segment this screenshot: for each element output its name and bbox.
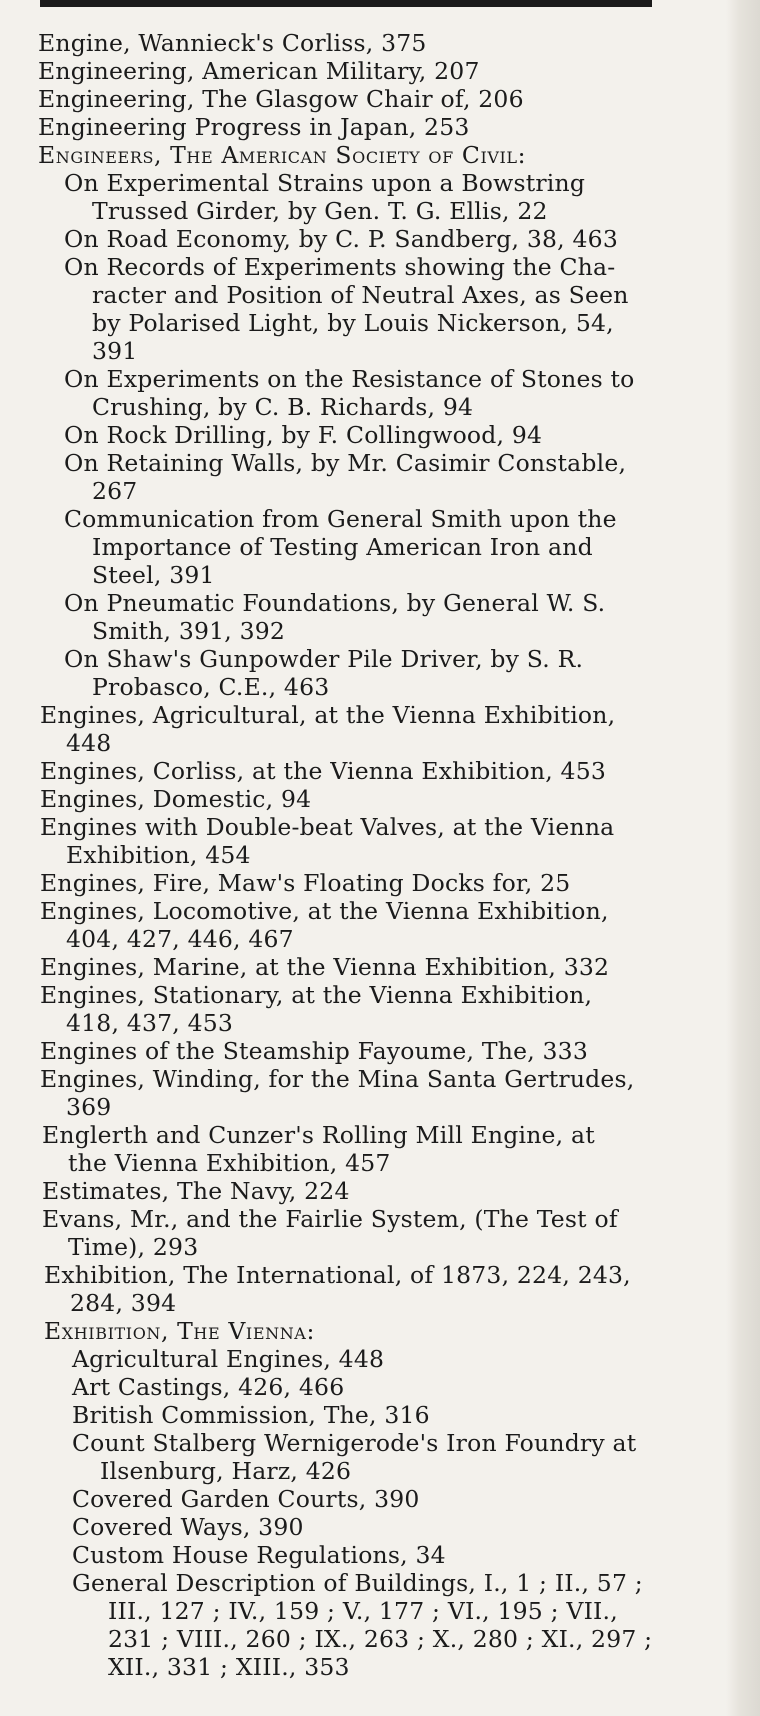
index-line: Probasco, C.E., 463 [92,673,330,701]
index-line: Engines, Fire, Maw's Floating Docks for, 25 [40,869,571,897]
index-line: On Experiments on the Resistance of Stones to [64,365,635,393]
index-line: Count Stalberg Wernigerode's Iron Foundry at [72,1429,637,1457]
index-line: Engines, Domestic, 94 [40,785,312,813]
index-line: Engineering, The Glasgow Chair of, 206 [38,85,524,113]
index-line: On Retaining Walls, by Mr. Casimir Constable, [64,449,627,477]
index-line: Covered Garden Courts, 390 [72,1485,420,1513]
index-line: Engine, Wannieck's Corliss, 375 [38,29,427,57]
index-line: Engines, Stationary, at the Vienna Exhibition, [40,981,593,1009]
index-line: Agricultural Engines, 448 [72,1345,385,1373]
index-line: 418, 437, 453 [66,1009,234,1037]
index-line: On Rock Drilling, by F. Collingwood, 94 [64,421,543,449]
index-line: On Road Economy, by C. P. Sandberg, 38, 463 [64,225,618,253]
index-line: On Records of Experiments showing the Cha- [64,253,616,281]
index-line: Communication from General Smith upon the [64,505,617,533]
index-heading: Engineers, The American Society of Civil: [38,141,527,169]
index-line: Steel, 391 [92,561,215,589]
index-line: Ilsenburg, Harz, 426 [100,1457,352,1485]
index-line: 448 [66,729,112,757]
index-line: British Commission, The, 316 [72,1401,430,1429]
index-line: On Pneumatic Foundations, by General W. S. [64,589,606,617]
index-line: Trussed Girder, by Gen. T. G. Ellis, 22 [92,197,548,225]
index-line: Engineering Progress in Japan, 253 [38,113,470,141]
index-line: Engines, Marine, at the Vienna Exhibition, 332 [40,953,610,981]
index-line: On Shaw's Gunpowder Pile Driver, by S. R. [64,645,584,673]
index-line: Engines of the Steamship Fayoume, The, 333 [40,1037,588,1065]
index-line: Time), 293 [68,1233,199,1261]
index-line: 369 [66,1093,112,1121]
index-line: 391 [92,337,138,365]
index-line: Evans, Mr., and the Fairlie System, (The Test of [42,1205,618,1233]
index-line: Engineering, American Military, 207 [38,57,480,85]
index-line: III., 127 ; IV., 159 ; V., 177 ; VI., 195 ; VII., [108,1597,618,1625]
index-line: Smith, 391, 392 [92,617,286,645]
index-line: Art Castings, 426, 466 [72,1373,345,1401]
index-heading: Exhibition, The Vienna: [44,1317,315,1345]
index-line: Exhibition, 454 [66,841,251,869]
index-line: Engines, Winding, for the Mina Santa Gertrudes, [40,1065,635,1093]
index-line: 267 [92,477,138,505]
index-line: Estimates, The Navy, 224 [42,1177,350,1205]
index-line: Engines, Locomotive, at the Vienna Exhibition, [40,897,609,925]
index-column [0,29,720,1681]
index-line: XII., 331 ; XIII., 353 [108,1653,350,1681]
index-line: by Polarised Light, by Louis Nickerson, 54, [92,309,614,337]
index-line: Custom House Regulations, 34 [72,1541,446,1569]
index-line: Importance of Testing American Iron and [92,533,593,561]
top-rule [40,0,652,7]
index-line: Engines, Corliss, at the Vienna Exhibition, 453 [40,757,607,785]
index-line: General Description of Buildings, I., 1 ; II., 57 ; [72,1569,643,1597]
index-line: 404, 427, 446, 467 [66,925,294,953]
index-line: Exhibition, The International, of 1873, 224, 243, [44,1261,631,1289]
index-line: 231 ; VIII., 260 ; IX., 263 ; X., 280 ; XI., 297 ; [108,1625,653,1653]
index-line: On Experimental Strains upon a Bowstring [64,169,586,197]
index-line: Engines with Double-beat Valves, at the Vienna [40,813,615,841]
index-line: Covered Ways, 390 [72,1513,304,1541]
index-line: racter and Position of Neutral Axes, as Seen [92,281,629,309]
index-line: the Vienna Exhibition, 457 [68,1149,391,1177]
index-line: Crushing, by C. B. Richards, 94 [92,393,474,421]
index-line: Engines, Agricultural, at the Vienna Exhibition, [40,701,616,729]
page-edge-shadow [726,0,760,1716]
index-line: 284, 394 [70,1289,177,1317]
index-line: Englerth and Cunzer's Rolling Mill Engine, at [42,1121,595,1149]
